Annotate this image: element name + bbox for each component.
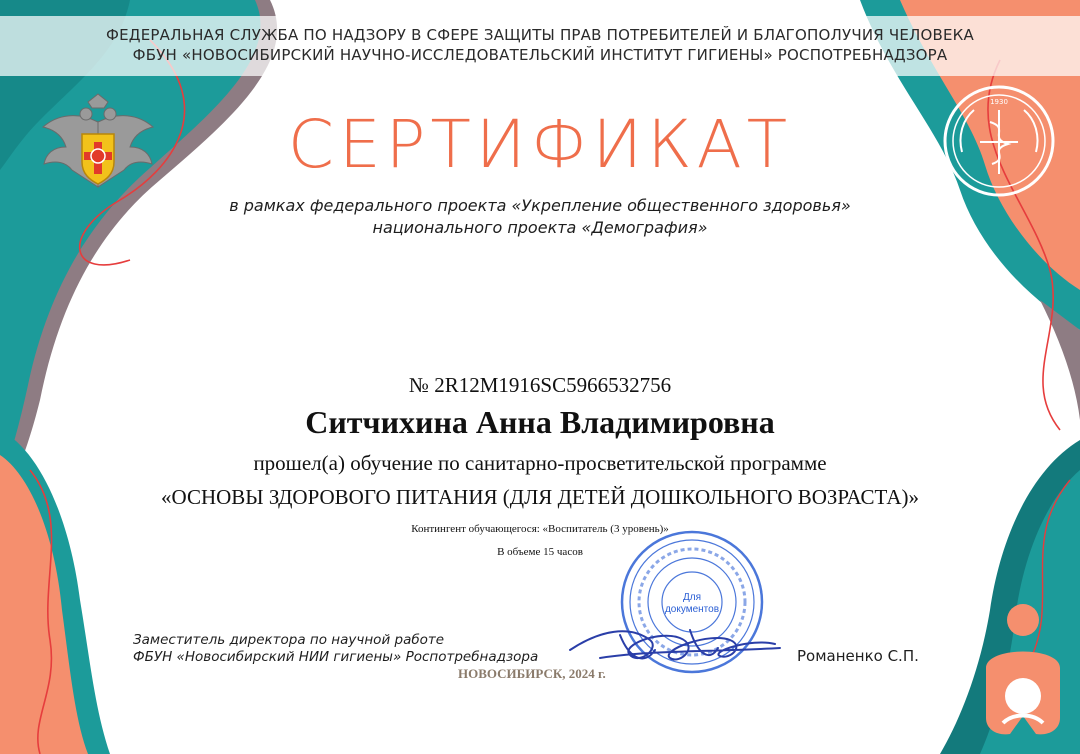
signatory-name: Романенко С.П. [797, 647, 919, 665]
city-year: НОВОСИБИРСК, 2024 г. [458, 666, 606, 681]
stamp-center-line-1: Для [682, 592, 702, 603]
svg-text:1930: 1930 [990, 98, 1008, 106]
contingent-text: Контингент обучающегося: «Воспитатель (3 уровень)» [411, 523, 669, 535]
header-line-1: ФЕДЕРАЛЬНАЯ СЛУЖБА ПО НАДЗОРУ В СФЕРЕ ЗАЩИТЫ ПРАВ ПОТРЕБИТЕЛЕЙ И БЛАГОПОЛУЧИЯ ЧЕЛОВЕКА [106, 26, 974, 44]
certificate-number: № 2R12M1916SC5966532756 [408, 373, 672, 397]
program-name: «ОСНОВЫ ЗДОРОВОГО ПИТАНИЯ (ДЛЯ ДЕТЕЙ ДОШКОЛЬНОГО ВОЗРАСТА)» [161, 485, 919, 509]
signatory-position-line-2: ФБУН «Новосибирский НИИ гигиены» Роспотребнадзора [133, 649, 539, 665]
hours-text: В объеме 15 часов [497, 546, 583, 558]
certificate-title: СЕРТИФИКАТ [287, 106, 793, 183]
completed-text: прошел(а) обучение по санитарно-просветительской программе [253, 451, 827, 475]
subtitle-line-2: национального проекта «Демография» [372, 218, 708, 237]
header-line-2: ФБУН «НОВОСИБИРСКИЙ НАУЧНО-ИССЛЕДОВАТЕЛЬСКИЙ ИНСТИТУТ ГИГИЕНЫ» РОСПОТРЕБНАДЗОРА [132, 46, 948, 64]
recipient-name: Ситчихина Анна Владимировна [305, 404, 775, 440]
subtitle-line-1: в рамках федерального проекта «Укрепление общественного здоровья» [229, 196, 851, 215]
family-logo-icon [978, 598, 1068, 738]
stamp-center-line-2: документов [664, 604, 720, 615]
signatory-position-line-1: Заместитель директора по научной работе [133, 632, 445, 648]
